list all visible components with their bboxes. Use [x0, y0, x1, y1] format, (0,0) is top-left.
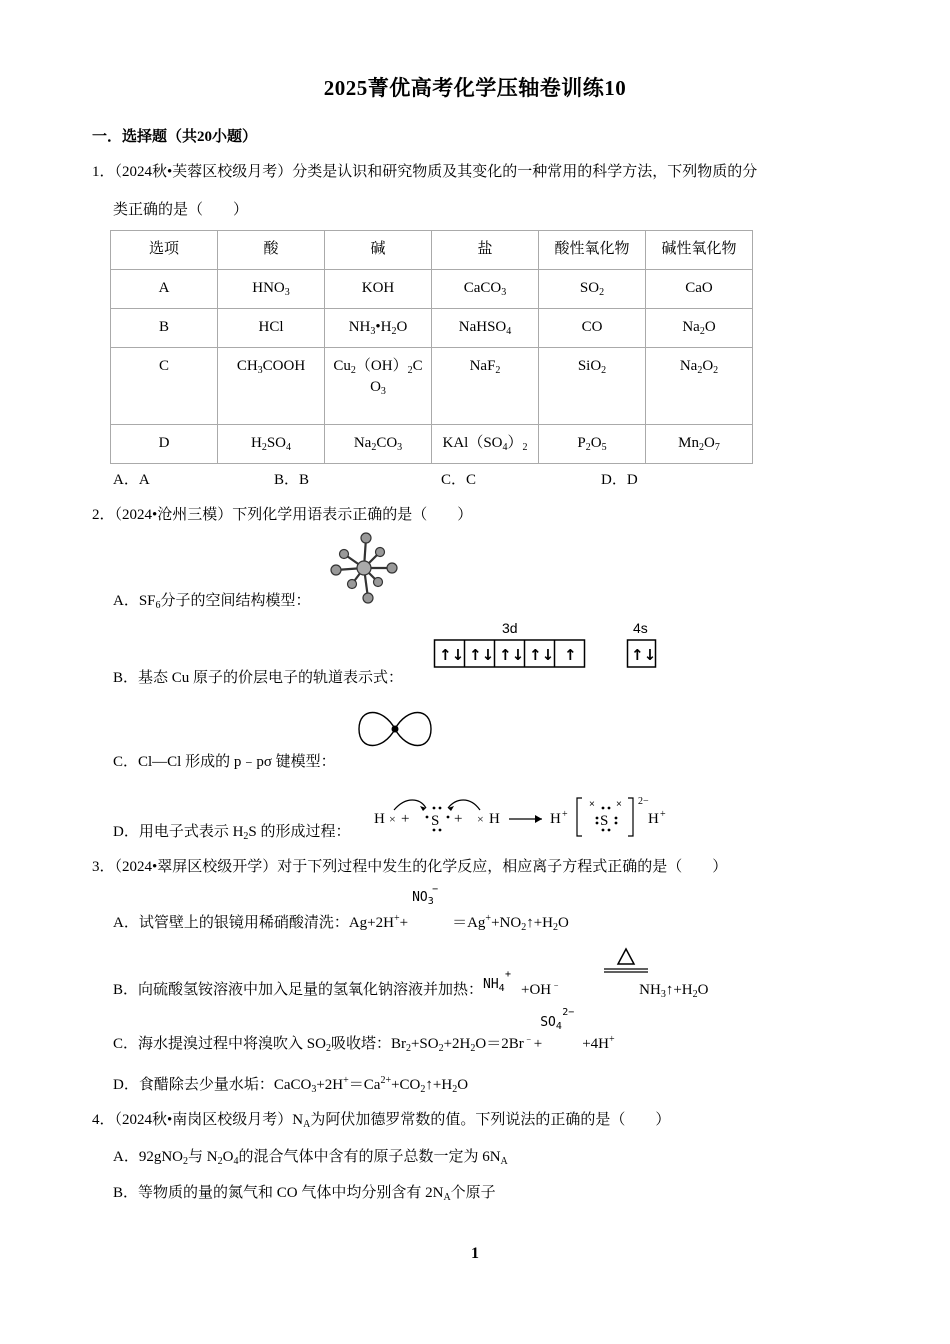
- table-cell: $Mn_2O_7$: [646, 425, 753, 464]
- q1-option-a: A．A: [113, 472, 150, 488]
- table-row: [111, 348, 753, 425]
- svg-text:×: ×: [589, 799, 595, 810]
- table-cell: D: [111, 425, 218, 464]
- table-header-row: [111, 231, 753, 270]
- q4-stem: 4．（2024秋•南岗区校级月考）$N_A$为阿伏加德罗常数的值。下列说法的正确的是（ ）: [92, 1112, 671, 1130]
- sf6-model-figure: [330, 532, 398, 604]
- orbital-4s-label: 4s: [633, 620, 648, 636]
- table-cell: $Na_2CO_3$: [325, 425, 432, 464]
- table-cell: $P_2O_5$: [539, 425, 646, 464]
- q1-stem-line2: 类正确的是（ ）: [113, 202, 249, 218]
- table-cell: NaF$_2$: [432, 348, 539, 425]
- table-row: [111, 425, 753, 464]
- table-cell: A: [111, 270, 218, 309]
- svg-text:+: +: [660, 809, 666, 820]
- q1-option-b: B．B: [274, 472, 310, 488]
- q1-option-c: C．C: [441, 472, 477, 488]
- table-cell: CaO: [646, 270, 753, 309]
- table-cell: $KAl(SO_4)_2$: [432, 425, 539, 464]
- header-cell: 酸: [218, 231, 325, 270]
- heat-condition-symbol: [600, 945, 652, 975]
- svg-text:H: H: [374, 811, 385, 827]
- table-cell: $NH_3•H_2O$: [325, 309, 432, 348]
- svg-text:↑↓: ↑↓: [529, 646, 555, 664]
- svg-text:↑↓: ↑↓: [631, 646, 657, 664]
- svg-text:↑↓: ↑↓: [499, 646, 525, 664]
- table-cell: B: [111, 309, 218, 348]
- header-cell: 碱: [325, 231, 432, 270]
- svg-text:+: +: [454, 811, 463, 827]
- svg-text:H: H: [648, 811, 659, 827]
- q2-option-c: C．Cl—Cl 形成的 p﹣pσ 键模型：: [113, 754, 336, 770]
- svg-text:S: S: [600, 813, 609, 829]
- header-cell: 碱性氧化物: [646, 231, 753, 270]
- svg-text:+: +: [562, 809, 568, 820]
- table-cell: $Na_2O_2$: [646, 348, 753, 425]
- orbital-3d-label: 3d: [502, 620, 518, 636]
- table-cell: C: [111, 348, 218, 425]
- table-cell: $HNO_3$: [218, 270, 325, 309]
- q1-stem-line1: 1．（2024秋•芙蓉区校级月考）分类是认识和研究物质及其变化的一种常用的科学方法，下列物质的分: [92, 164, 758, 180]
- svg-text:×: ×: [477, 812, 484, 826]
- q2-stem: 2．（2024•沧州三模）下列化学用语表示正确的是（ ）: [92, 507, 473, 523]
- table-row: [111, 309, 753, 348]
- q3-option-d: D．食醋除去少量水垢：$CaCO_3+2H^+=Ca^{2+}+CO_2↑+H_2O$: [113, 1075, 469, 1095]
- q4-option-a: A．92gNO$_2$与 $N_2O_4$的混合气体中含有的原子总数一定为 $6N_A$: [113, 1149, 508, 1167]
- page-number: 1: [471, 1245, 479, 1262]
- q3-stem: 3．（2024•翠屏区校级开学）对于下列过程中发生的化学反应，相应离子方程式正确的是（ ）: [92, 859, 728, 875]
- svg-text:↑: ↑: [564, 646, 577, 664]
- table-cell: CaCO$_3$: [432, 270, 539, 309]
- q2-option-d: D．用电子式表示 $H_2S$ 的形成过程：: [113, 824, 351, 842]
- table-cell: HCl: [218, 309, 325, 348]
- q3-option-a: A．试管壁上的银镜用稀硝酸清洗：Ag+2H++ $NO_3$ − $=Ag^++NO_2↑+H_2O$: [113, 884, 569, 933]
- table-cell: SiO$_2$: [539, 348, 646, 425]
- h2s-electron-formula: [370, 790, 680, 840]
- svg-text:H: H: [550, 811, 561, 827]
- svg-text:↑↓: ↑↓: [469, 646, 495, 664]
- cu-orbital-diagram: [433, 638, 663, 670]
- svg-text:+: +: [401, 811, 410, 827]
- header-cell: 选项: [111, 231, 218, 270]
- q1-option-d: D．D: [601, 472, 638, 488]
- table-cell: $SO_2$: [539, 270, 646, 309]
- svg-text:H: H: [489, 811, 500, 827]
- header-cell: 盐: [432, 231, 539, 270]
- table-cell: $CH_3COOH$: [218, 348, 325, 425]
- page-title: 2025菁优高考化学压轴卷训练10: [323, 76, 627, 100]
- svg-text:2−: 2−: [638, 796, 649, 807]
- q3-option-b: B．向硫酸氢铵溶液中加入足量的氢氧化钠溶液并加热： $NH_4$ + +OH﹣ $NH_3↑+H_2O$: [113, 969, 709, 1000]
- table-cell: KOH: [325, 270, 432, 309]
- section-heading: 一．选择题（共20小题）: [92, 129, 258, 145]
- table-cell: $H_2SO_4$: [218, 425, 325, 464]
- svg-text:×: ×: [616, 799, 622, 810]
- table-cell: $Na_2O$: [646, 309, 753, 348]
- header-cell: 酸性氧化物: [539, 231, 646, 270]
- q4-option-b: B．等物质的量的氮气和 CO 气体中均分别含有 $2N_A$个原子: [113, 1185, 496, 1203]
- table-cell: CO: [539, 309, 646, 348]
- q2-option-b: B．基态 Cu 原子的价层电子的轨道表示式：: [113, 670, 404, 686]
- table-row: [111, 270, 753, 309]
- svg-text:↑↓: ↑↓: [439, 646, 465, 664]
- svg-text:S: S: [431, 813, 440, 829]
- classification-table: [110, 230, 753, 464]
- table-cell: $Cu_2(OH)_2C$ $O_3$: [325, 348, 432, 425]
- table-cell: NaHSO$_4$: [432, 309, 539, 348]
- p-p-sigma-bond-figure: [355, 703, 435, 755]
- svg-text:×: ×: [389, 812, 396, 826]
- q3-option-c: C．海水提溴过程中将溴吹入 $SO_2$吸收塔：$Br_2+SO_2+2H_2O=2Br^﹣+$ $SO_4$ 2− +4H+: [113, 1007, 615, 1054]
- q2-option-a: A．$SF_6$分子的空间结构模型：: [113, 593, 311, 611]
